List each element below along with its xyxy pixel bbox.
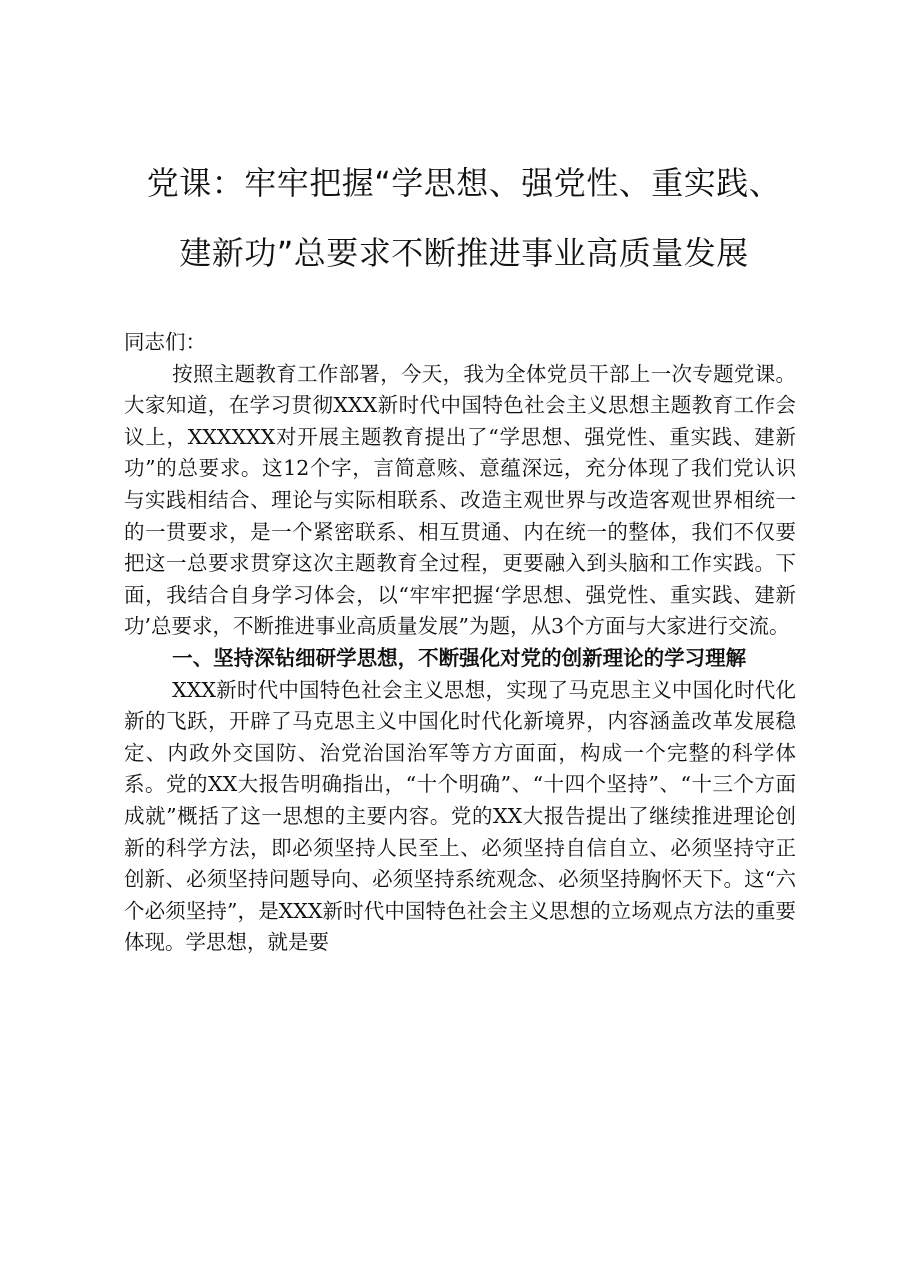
document-body	[124, 327, 796, 959]
document-title	[119, 148, 809, 288]
paragraph-section-1: XXX新时代中国特色社会主义思想，实现了马克思主义中国化时代化新的飞跃，开辟了马克思主义中国化时代化新境界，内容涵盖改革发展稳定、内政外交国防、治党治国治军等方方面面，构成一个完整的科学体系。党的XX大报告明确指出，“十个明确”、“十四个坚持”、“十三个方面成就”概括了这一思想的主要内容。党的XX大报告提出了继续推进理论创新的科学方法，即必须坚持人民至上、必须坚持自信自立、必须坚持守正创新、必须坚持问题导向、必须坚持系统观念、必须坚持胸怀天下。这“六个必须坚持”，是XXX新时代中国特色社会主义思想的立场观点方法的重要体现。学思想，就是要	[124, 677, 796, 955]
paragraph-intro: 按照主题教育工作部署，今天，我为全体党员干部上一次专题党课。大家知道，在学习贯彻XXX新时代中国特色社会主义思想主题教育工作会议上，XXXXXX对开展主题教育提出了“学思想、强党性、重实践、建新功”的总要求。这12个字，言简意赅、意蕴深远，充分体现了我们党认识与实践相结合、理论与实际相联系、改造主观世界与改造客观世界相统一的一贯要求，是一个紧密联系、相互贯通、内在统一的整体，我们不仅要把这一总要求贯穿这次主题教育全过程，更要融入到头脑和工作实践。下面，我结合自身学习体会，以“牢牢把握‘学思想、强党性、重实践、建新功’总要求，不断推进事业高质量发展”为题，从3个方面与大家进行交流。	[124, 361, 796, 639]
salutation: 同志们：	[124, 330, 206, 354]
title-line-2: 建新功”总要求不断推进事业高质量发展	[179, 234, 749, 272]
section-heading-1: 一、坚持深钻细研学思想，不断强化对党的创新理论的学习理解	[172, 645, 747, 670]
title-line-1: 党课：牢牢把握“学思想、强党性、重实践、	[146, 164, 782, 202]
